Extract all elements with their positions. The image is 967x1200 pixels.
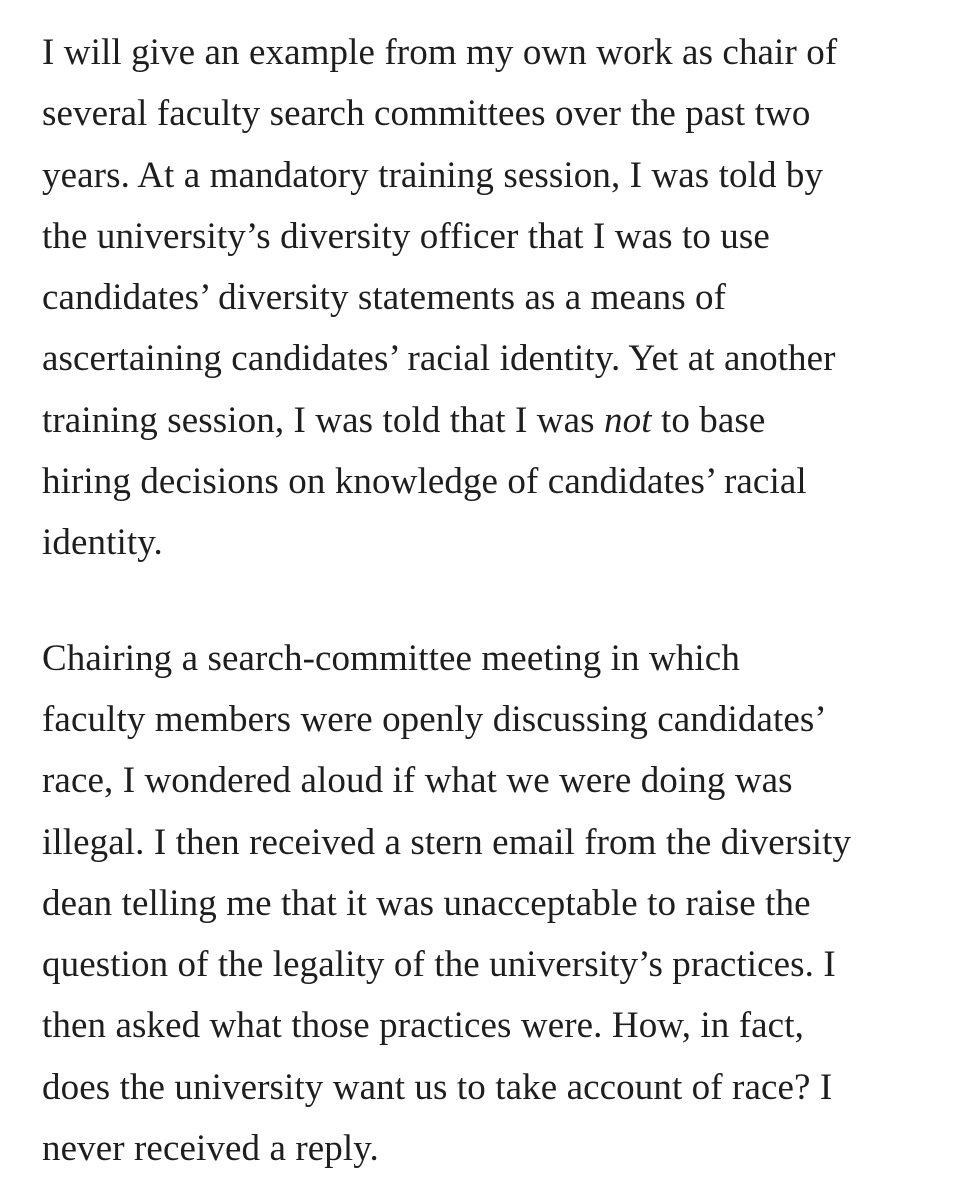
text-line-with-emphasis — [42, 390, 962, 451]
text-line: identity. — [42, 522, 163, 564]
text-line: ascertaining candidates’ racial identity. Yet at another — [42, 338, 836, 380]
line-text-after: to base — [651, 399, 766, 441]
text-line: the university’s diversity officer that I was to use — [42, 215, 770, 257]
line-text-before: training session, I was told that I was — [42, 399, 604, 441]
paragraph-2 — [42, 628, 962, 1180]
paragraph-1 — [42, 22, 962, 574]
text-line: then asked what those practices were. How, in fact, — [42, 1005, 804, 1047]
text-line: race, I wondered aloud if what we were doing was — [42, 760, 793, 802]
emphasized-word: not — [604, 399, 652, 441]
text-line: candidates’ diversity statements as a means of — [42, 277, 727, 319]
article-body — [42, 22, 962, 1179]
text-line: Chairing a search-committee meeting in which — [42, 637, 740, 679]
text-line: illegal. I then received a stern email from the diversity — [42, 821, 852, 863]
text-line: several faculty search committees over the past two — [42, 93, 811, 135]
text-line: faculty members were openly discussing candidates’ — [42, 698, 827, 740]
paragraph-spacer — [42, 574, 962, 628]
text-line: I will give an example from my own work as chair of — [42, 32, 838, 73]
text-line: does the university want us to take account of race? I — [42, 1066, 833, 1108]
text-line: years. At a mandatory training session, I was told by — [42, 154, 824, 196]
text-line: dean telling me that it was unacceptable to raise the — [42, 882, 811, 924]
text-line: never received a reply. — [42, 1128, 379, 1170]
text-line: hiring decisions on knowledge of candidates’ racial — [42, 461, 807, 503]
text-line: question of the legality of the university’s practices. I — [42, 944, 836, 986]
